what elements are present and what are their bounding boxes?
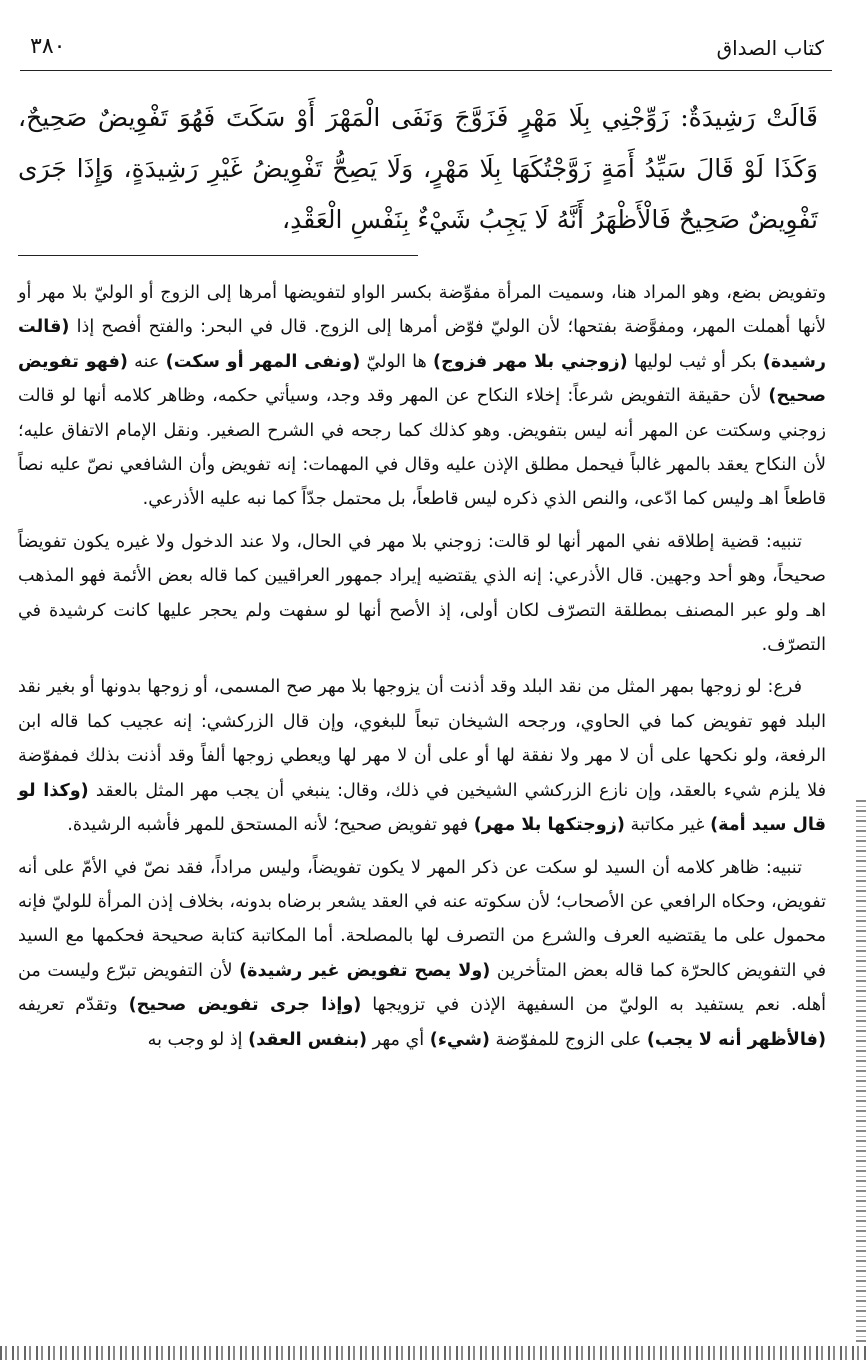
commentary-paragraph bbox=[18, 525, 826, 663]
decorative-border-bottom bbox=[0, 1346, 868, 1360]
commentary-paragraph bbox=[18, 851, 826, 1057]
commentary-text: غير مكاتبة bbox=[624, 815, 711, 836]
quoted-matn-phrase: (وإذا جرى تفويض صحيح) bbox=[128, 995, 362, 1016]
page-number: ٣٨٠ bbox=[30, 34, 66, 59]
quoted-matn-phrase: (فالأظهر أنه لا يجب) bbox=[646, 1029, 826, 1050]
commentary-text: أي مهر bbox=[367, 1029, 430, 1050]
commentary-text: عنه bbox=[127, 351, 166, 372]
commentary-text: على الزوج للمفوّضة bbox=[489, 1029, 647, 1050]
commentary-paragraph bbox=[18, 670, 826, 842]
quoted-matn-phrase: (شيء) bbox=[429, 1029, 490, 1050]
page-header bbox=[20, 30, 832, 71]
separator-line bbox=[18, 255, 418, 256]
quoted-matn-phrase: (زوجني بلا مهر فزوج) bbox=[433, 351, 628, 372]
decorative-border-right bbox=[856, 800, 866, 1345]
main-text bbox=[18, 92, 818, 245]
quoted-matn-phrase: (وكذا لو قال سيد أمة) bbox=[18, 780, 826, 836]
commentary-text: بكر أو ثيب لوليها bbox=[627, 351, 763, 372]
commentary-text: وتفويض بضع، وهو المراد هنا، وسميت المرأة مفوِّضة بكسر الواو لتفويضها أمرها إلى الزوج أو الوليّ بلا مهر أو لأنها أهملت المهر، ومفوَّضة بفتحها؛ لأن الوليّ فوّض أمرها إلى الزوج. قال في البحر: والفتح أفصح إذا bbox=[18, 283, 826, 338]
quoted-matn-phrase: (فهو تفويض صحيح) bbox=[18, 351, 826, 407]
book-title: كتاب الصداق bbox=[716, 36, 824, 60]
commentary-text: وتقدّم تعريفه bbox=[18, 995, 129, 1016]
commentary-text: فهو تفويض صحيح؛ لأنه المستحق للمهر فأشبه الرشيدة. bbox=[67, 815, 474, 836]
commentary-text: لأن التفويض تبرّع وليست من أهله. نعم يستفيد به الوليّ من السفيهة الإذن في تزويجها bbox=[18, 960, 826, 1016]
quoted-matn-phrase: (ونفى المهر أو سكت) bbox=[165, 351, 361, 372]
commentary-text: ها الوليّ bbox=[360, 351, 434, 372]
commentary-text: لأن حقيقة التفويض شرعاً: إخلاء النكاح عن المهر وقد وجد، وسيأتي حكمه، وظاهر كلامه أنها لو قالت زوجني وسكتت عن المهر أنه ليس بتفويض. وهو كذلك كما رجحه في الشرح الصغير. ونقل الإمام الاتفاق عليه؛ لأن النكاح يعقد بالمهر غالباً فيحمل مطلق الإذن عليه وقال في المهمات: إنه تفويض وأن الشافعي نصّ عليه نصاً قاطعاً اهـ وليس كما ادّعى، والنص الذي ذكره ليس قاطعاً، بل محتمل جدّاً كما نبه عليه الأذرعي. bbox=[18, 386, 826, 510]
commentary-text: فرع: لو زوجها بمهر المثل من نقد البلد وقد أذنت أن يزوجها بلا مهر صح المسمى، أو زوجها بدونها أو بغير نقد البلد فهو تفويض كما في الحاوي، ورجحه الشيخان تبعاً للبغوي، وإن قال الزركشي: إنه عجيب كما قاله ابن الرفعة، ولو نكحها على أن لا مهر ولا نفقة لها أو على أن لا مهر لها ويعطي زوجها ألفاً وقد أذنت بذلك فمفوّضة فلا يلزم شيء بالعقد، وإن نازع الزركشي الشيخين في ذلك، وقال: ينبغي أن يجب مهر المثل بالعقد bbox=[18, 677, 826, 801]
quoted-matn-phrase: (بنفس العقد) bbox=[248, 1029, 368, 1050]
main-text-paragraph: قَالَتْ رَشِيدَةٌ: زَوِّجْنِي بِلَا مَهْرٍ فَزَوَّجَ وَنَفَى الْمَهْرَ أَوْ سَكَتَ فَهُوَ تَفْوِيضٌ صَحِيحٌ، وَكَذَا لَوْ قَالَ سَيِّدُ أَمَةٍ زَوَّجْتُكَهَا بِلَا مَهْرٍ، وَلَا يَصِحُّ تَفْوِيضُ غَيْرِ رَشِيدَةٍ، وَإِذَا جَرَى تَفْوِيضٌ صَحِيحٌ فَالْأَظْهَرُ أَنَّهُ لَا يَجِبُ شَيْءٌ بِنَفْسِ الْعَقْدِ، bbox=[18, 103, 818, 234]
commentary-paragraph bbox=[18, 276, 826, 517]
commentary-text: تنبيه: قضية إطلاقه نفي المهر أنها لو قالت: زوجني بلا مهر في الحال، ولا عند الدخول ولا غيره يكون تفويضاً صحيحاً، وهو أحد وجهين. قال الأذرعي: إنه الذي يقتضيه إيراد جمهور العراقيين كما قاله بعض الأئمة فهو المذهب اهـ ولو عبر المصنف بمطلقة التصرّف لكان أولى، إذ الأصح أنها لو سفهت ولم يحجر عليها كانت كرشيدة في التصرّف. bbox=[18, 531, 826, 656]
quoted-matn-phrase: (ولا يصح تفويض غير رشيدة) bbox=[239, 960, 491, 981]
commentary-text: إذ لو وجب به bbox=[147, 1029, 249, 1050]
quoted-matn-phrase: (قالت رشيدة) bbox=[18, 317, 826, 372]
quoted-matn-phrase: (زوجتكها بلا مهر) bbox=[473, 815, 625, 836]
commentary-text: تنبيه: ظاهر كلامه أن السيد لو سكت عن ذكر المهر لا يكون تفويضاً، وليس مراداً، فقد نصّ في الأمّ على أنه تفويض، وحكاه الرافعي عن الأصحاب؛ لأن سكوته عنه في العقد يشعر برضاه بدونه، بخلاف إذن المرأة للوليّ فإنه محمول على ما يقتضيه العرف والشرع من التصرف لها بالمصلحة. أما المكاتبة كتابة صحيحة فحكمها مع السيد في التفويض كالحرّة كما قاله بعض المتأخرين bbox=[18, 857, 826, 981]
commentary bbox=[18, 276, 826, 1065]
